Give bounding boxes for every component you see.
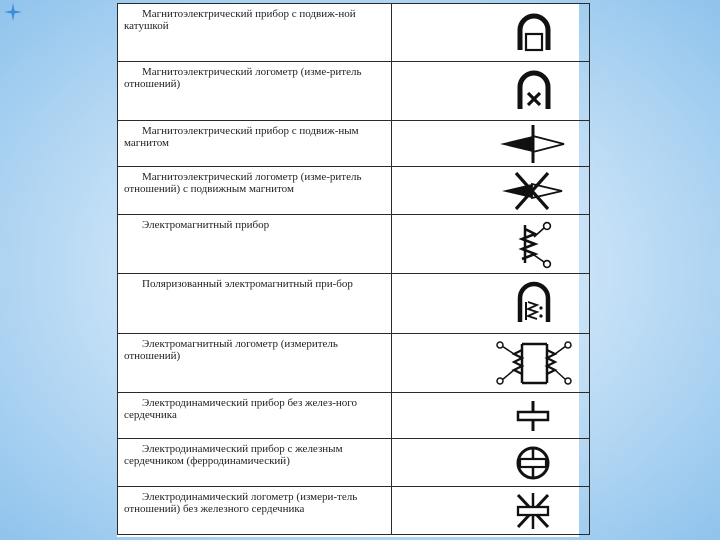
table-row xyxy=(118,62,590,121)
table-row xyxy=(118,167,590,215)
sparkle-icon xyxy=(4,3,22,21)
electromagnetic-logometer-icon xyxy=(392,334,589,393)
row-description: Электромагнитный логометр (измеритель отношений) xyxy=(118,334,392,393)
table-row xyxy=(118,487,590,535)
row-symbol-cell xyxy=(392,393,590,439)
magnetoelectric-moving-coil-icon xyxy=(392,4,589,62)
electromagnetic-instrument-icon xyxy=(392,215,589,274)
magnetoelectric-logometer-icon xyxy=(392,62,589,121)
row-description: Электродинамический прибор с железным сердечником (ферродинамический) xyxy=(118,439,392,487)
table-row xyxy=(118,215,590,274)
row-description: Магнитоэлектрический логометр (изме-ритель отношений) xyxy=(118,62,392,121)
symbols-table xyxy=(117,3,590,535)
magnetoelectric-logometer-moving-magnet-icon xyxy=(392,167,589,215)
row-symbol-cell xyxy=(392,274,590,334)
symbol-table-page xyxy=(117,3,579,537)
table-row xyxy=(118,393,590,439)
row-symbol-cell xyxy=(392,439,590,487)
row-symbol-cell xyxy=(392,167,590,215)
table-row xyxy=(118,4,590,62)
row-description: Электродинамический логометр (измери-тель отношений) без железного сердечника xyxy=(118,487,392,535)
table-row xyxy=(118,274,590,334)
row-description: Магнитоэлектрический прибор с подвиж-ным магнитом xyxy=(118,121,392,167)
row-symbol-cell xyxy=(392,62,590,121)
row-symbol-cell xyxy=(392,334,590,393)
row-symbol-cell xyxy=(392,4,590,62)
ferrodynamic-icon xyxy=(392,439,589,487)
row-symbol-cell xyxy=(392,215,590,274)
electrodynamic-no-core-icon xyxy=(392,393,589,439)
electrodynamic-logometer-icon xyxy=(392,487,589,535)
table-row xyxy=(118,334,590,393)
row-symbol-cell xyxy=(392,487,590,535)
table-row xyxy=(118,439,590,487)
table-row xyxy=(118,121,590,167)
row-description: Электродинамический прибор без желез-ного сердечника xyxy=(118,393,392,439)
row-description: Электромагнитный прибор xyxy=(118,215,392,274)
row-description: Поляризованный электромагнитный при-бор xyxy=(118,274,392,334)
polarized-electromagnetic-icon xyxy=(392,274,589,334)
row-description: Магнитоэлектрический логометр (изме-ритель отношений) с подвижным магнитом xyxy=(118,167,392,215)
row-symbol-cell xyxy=(392,121,590,167)
magnetoelectric-moving-magnet-icon xyxy=(392,121,589,167)
row-description: Магнитоэлектрический прибор с подвиж-ной катушкой xyxy=(118,4,392,62)
